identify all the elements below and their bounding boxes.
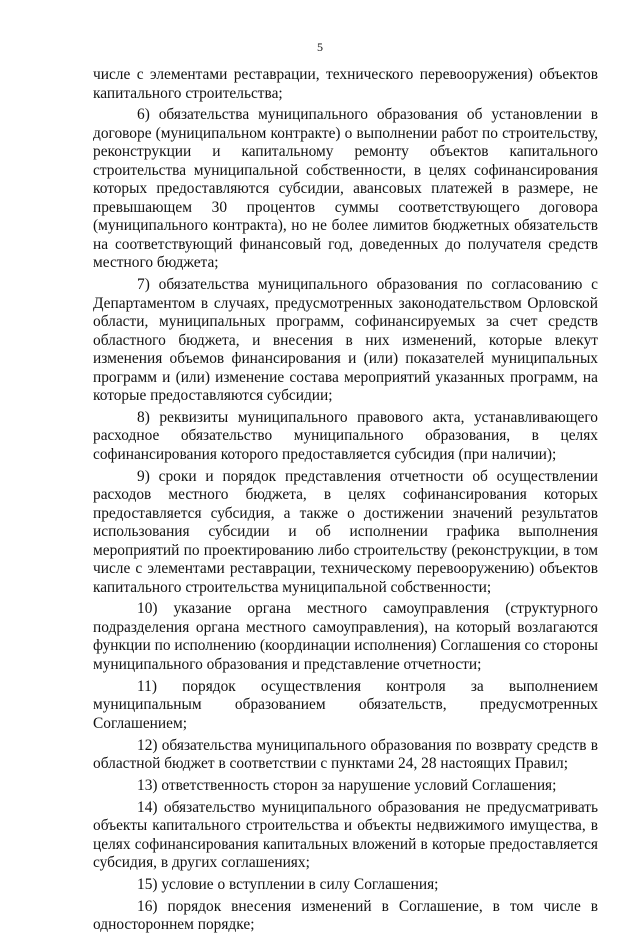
paragraph-item-14: 14) обязательство муниципального образования не предусматривать объекты капитального строительства и объекты недвижимого имущества, в целях софинансирования капитальных вложений в которые предоставляется субсидия, в других соглашениях;	[93, 798, 598, 872]
paragraph-continuation: числе с элементами реставрации, технического перевооружения) объектов капитального строительства;	[93, 66, 598, 102]
page-number: 5	[317, 40, 323, 54]
paragraph-item-9: 9) сроки и порядок представления отчетности об осуществлении расходов местного бюджета, в целях софинансирования которых предоставляется субсидия, а также о достижении значений результатов использования субсидии и об исполнении графика выполнения мероприятий по проектированию либо строительству (реконструкции, в том числе с элементами реставрации, техническому перевооружению) объектов капитального строительства муниципальной собственности;	[93, 467, 598, 596]
paragraph-item-7: 7) обязательства муниципального образования по согласованию с Департаментом в случаях, предусмотренных законодательством Орловской области, муниципальных программ, софинансируемых за счет средств областного бюджета, и внесения в них изменений, которые влекут изменения объемов финансирования и (или) показателей муниципальных программ и (или) изменение состава мероприятий указанных программ, на которые предоставляются субсидии;	[93, 276, 598, 405]
paragraph-item-13: 13) ответственность сторон за нарушение условий Соглашения;	[137, 776, 557, 794]
paragraph-item-8: 8) реквизиты муниципального правового акта, устанавливающего расходное обязательство муниципального образования, в целях софинансирования которого предоставляется субсидия (при наличии);	[93, 408, 598, 463]
paragraph-item-11: 11) порядок осуществления контроля за выполнением муниципальным образованием обязательств, предусмотренных Соглашением;	[93, 677, 598, 732]
document-body	[93, 66, 598, 938]
paragraph-item-15: 15) условие о вступлении в силу Соглашения;	[137, 875, 439, 893]
paragraph-item-10: 10) указание органа местного самоуправления (структурного подразделения органа местного самоуправления), на который возлагаются функции по исполнению (координации исполнения) Соглашения со стороны муниципального образования и представление отчетности;	[93, 600, 598, 673]
paragraph-item-6: 6) обязательства муниципального образования об установлении в договоре (муниципальном контракте) о выполнении работ по строительству, реконструкции и капитальному ремонту объектов капитального строительства муниципальной собственности, в целях софинансирования которых предоставляются субсидии, авансовых платежей в размере, не превышающем 30 процентов суммы соответствующего договора (муниципального контракта), но не более лимитов бюджетных обязательств на соответствующий финансовый год, доведенных до получателя средств местного бюджета;	[93, 106, 598, 272]
paragraph-item-16: 16) порядок внесения изменений в Соглашение, в том числе в одностороннем порядке;	[93, 897, 598, 934]
paragraph-item-12: 12) обязательства муниципального образования по возврату средств в областной бюджет в соответствии с пунктами 24, 28 настоящих Правил;	[93, 736, 598, 773]
